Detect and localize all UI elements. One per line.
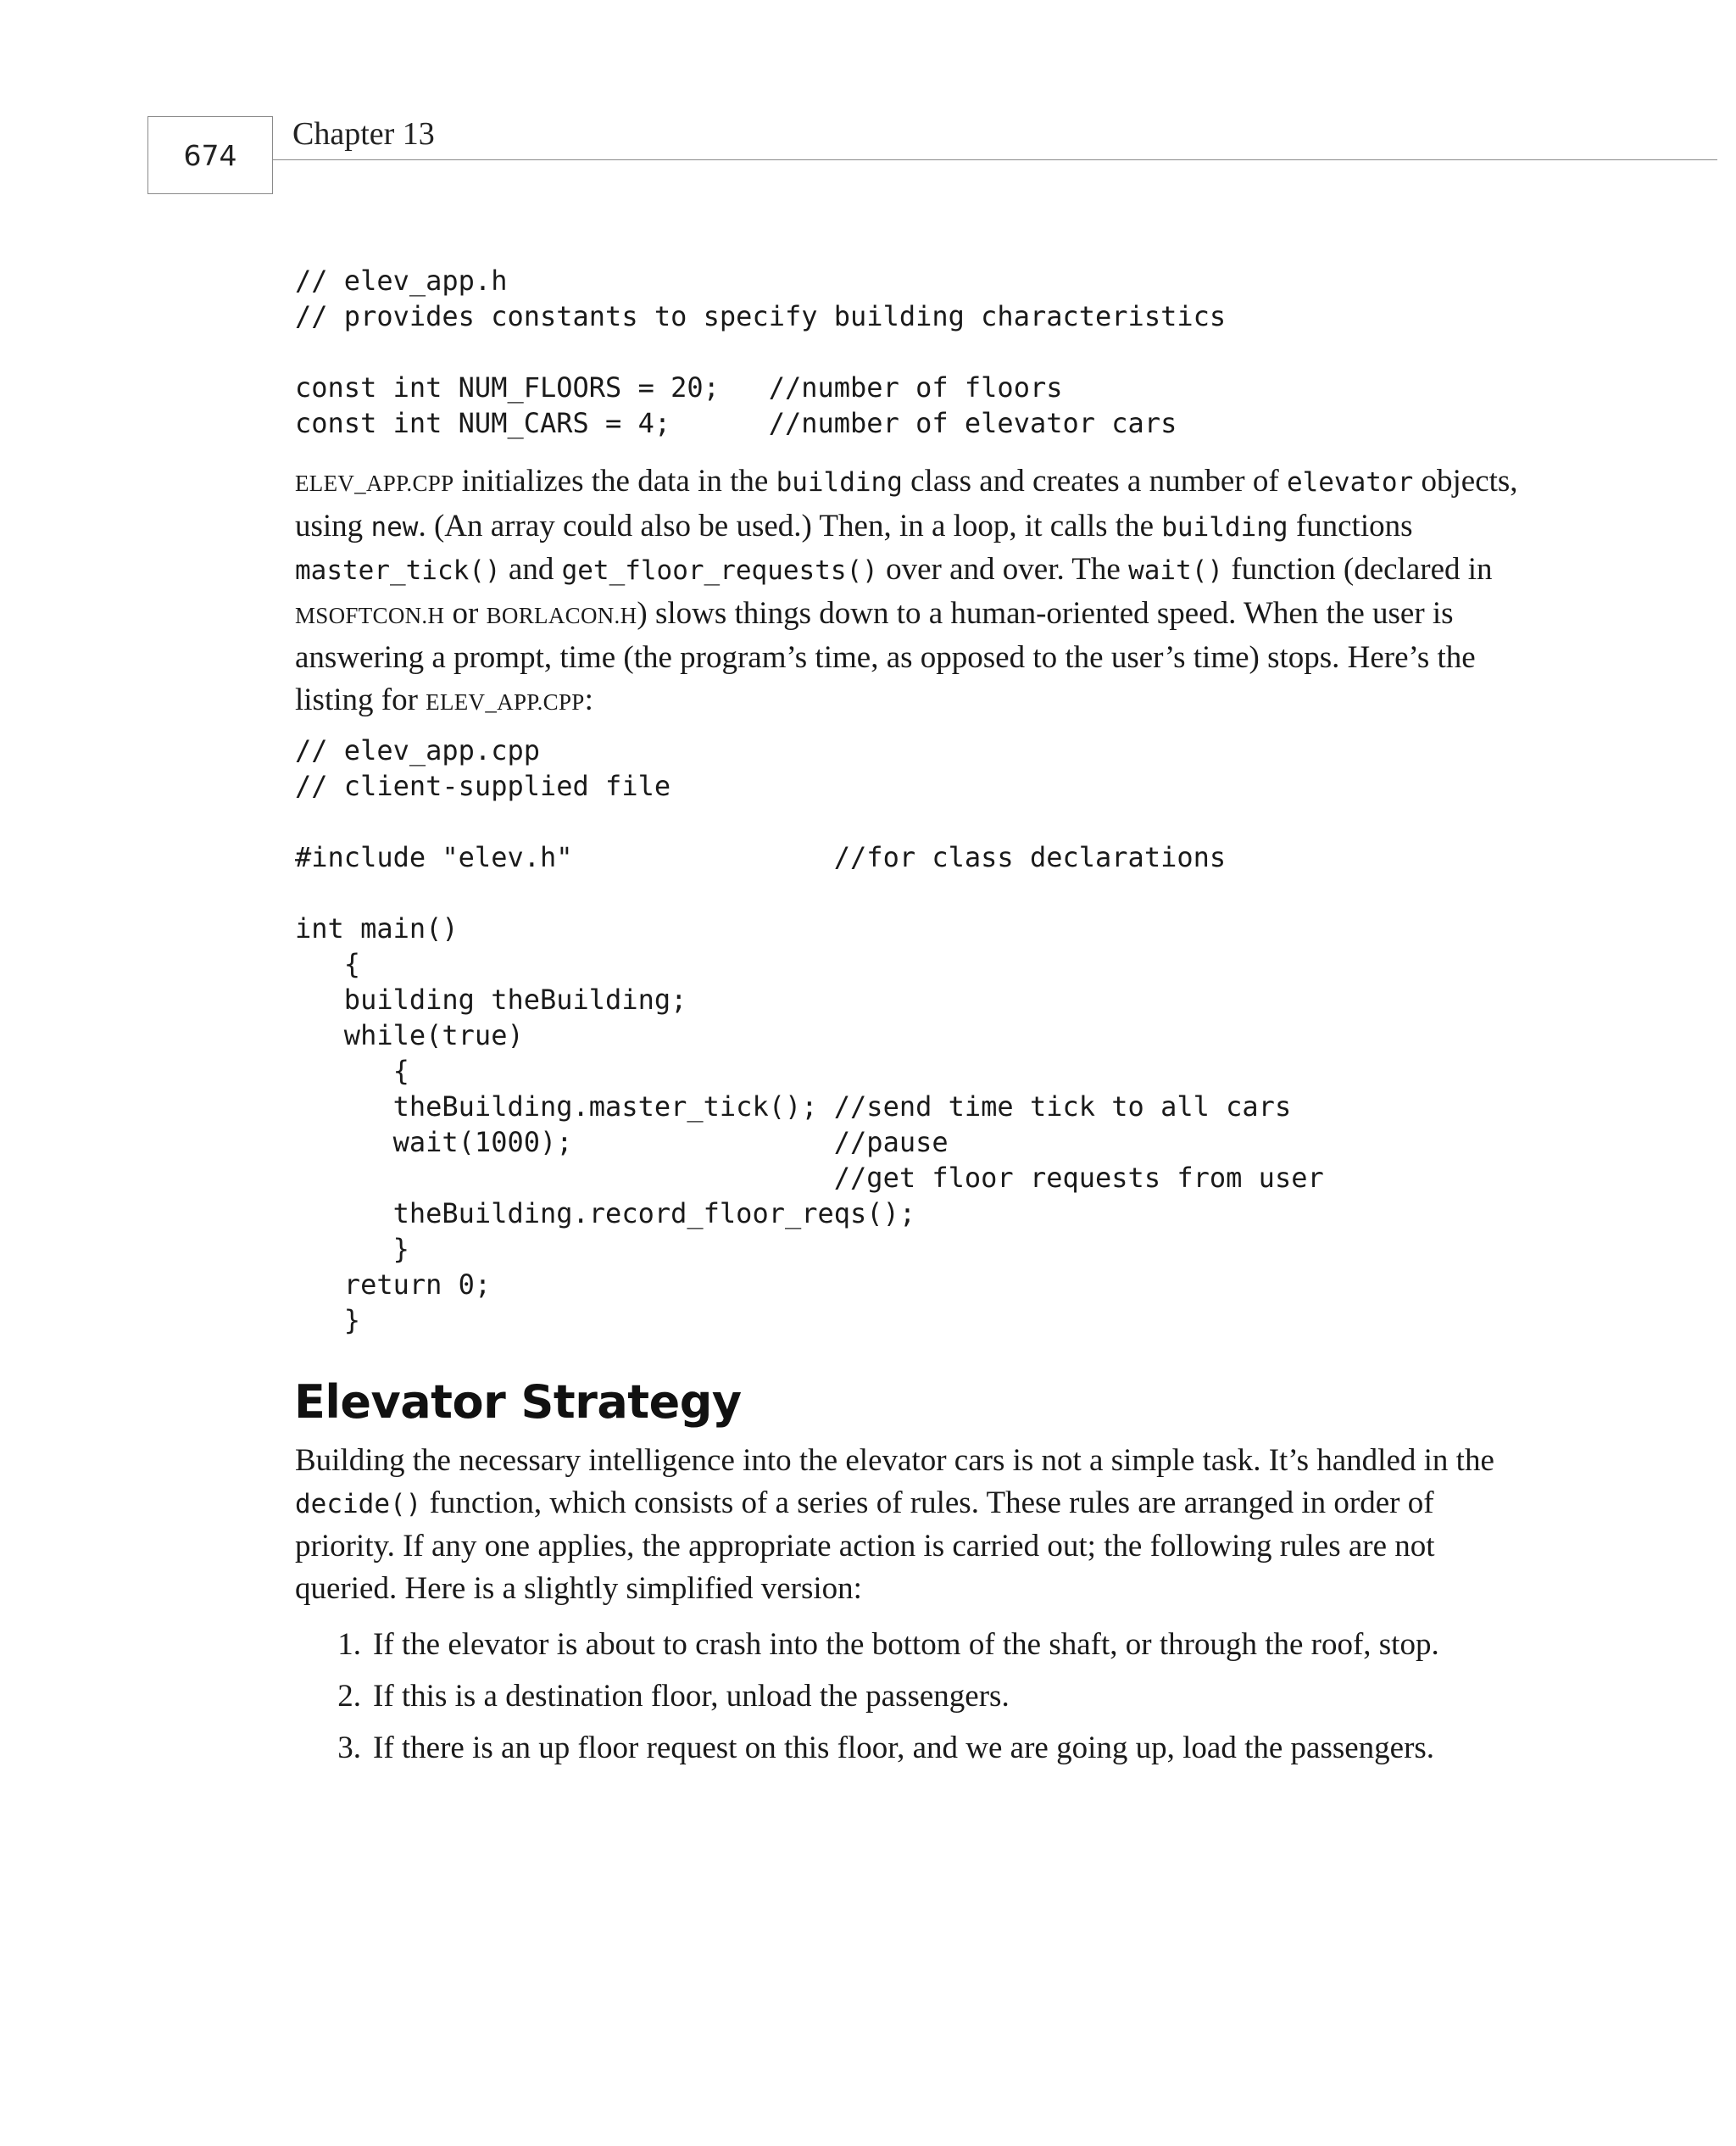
- header-rule: [273, 159, 1717, 160]
- code-line: building theBuilding;: [295, 984, 687, 1016]
- list-item: [295, 1678, 1566, 1730]
- code-line: }: [295, 1304, 361, 1336]
- list-item: [295, 1730, 1566, 1781]
- code-line: const int NUM_FLOORS = 20; //number of floors: [295, 371, 1063, 404]
- code-line: // elev_app.cpp: [295, 734, 540, 766]
- code-line: {: [295, 948, 361, 980]
- code-line: {: [295, 1055, 409, 1087]
- rules-list: [295, 1626, 1566, 1781]
- code-line: return 0;: [295, 1268, 492, 1301]
- inline-code: elevator: [1286, 467, 1414, 498]
- page-number: 674: [147, 116, 273, 194]
- list-item-text: If there is an up floor request on this floor, and we are going up, load the passengers.: [373, 1731, 1435, 1765]
- inline-code: get_floor_requests(): [561, 555, 878, 586]
- list-item: [295, 1626, 1566, 1678]
- inline-code: wait(): [1128, 555, 1224, 586]
- filename: ELEV_APP.CPP: [295, 471, 454, 496]
- inline-code: master_tick(): [295, 555, 501, 586]
- list-item-text: If this is a destination floor, unload the passengers.: [373, 1679, 1010, 1714]
- code-line: #include "elev.h" //for class declarations: [295, 841, 1227, 873]
- list-item-text: If the elevator is about to crash into the bottom of the shaft, or through the roof, stop.: [373, 1627, 1439, 1662]
- code-line: // provides constants to specify building characteristics: [295, 300, 1227, 332]
- list-number: 1.: [337, 1627, 361, 1662]
- code-line: theBuilding.master_tick(); //send time tick to all cars: [295, 1090, 1292, 1123]
- code-line: const int NUM_CARS = 4; //number of elevator cars: [295, 407, 1177, 439]
- code-line: theBuilding.record_floor_reqs();: [295, 1197, 916, 1229]
- inline-code: building: [1161, 511, 1288, 543]
- code-listing-elev-app-cpp: [295, 733, 1324, 1338]
- filename: MSOFTCON.H: [295, 602, 445, 628]
- code-line: [295, 804, 1324, 839]
- inline-code: new: [370, 511, 419, 543]
- chapter-title: Chapter 13: [292, 116, 435, 152]
- code-line: [295, 334, 1226, 370]
- filename: BORLACON.H: [486, 602, 637, 628]
- paragraph-elev-app-intro: ELEV_APP.CPP initializes the data in the building class and creates a number of elevator objects, using new. (An array could also be used.) Then, in a loop, it calls the building functions master_tick() and get_floor_requests() over and over. The wait() function (declared in MSOFTCON.H or BORLACON.H) slows things down to a human-oriented speed. When the user is answering a prompt, time (the program’s time, as opposed to the user’s time) stops. Here’s the listing for ELEV_APP.CPP:: [295, 464, 1518, 717]
- inline-code: decide(): [295, 1488, 422, 1519]
- code-line: // client-supplied file: [295, 770, 671, 802]
- list-number: 3.: [337, 1731, 361, 1765]
- filename: ELEV_APP.CPP: [426, 688, 585, 715]
- code-line: while(true): [295, 1019, 524, 1051]
- code-line: [295, 875, 1324, 911]
- paragraph-elevator-strategy: Building the necessary intelligence into the elevator cars is not a simple task. It’s handled in the decide() function, which consists of a series of rules. These rules are arranged in order of priority. If any one applies, the appropriate action is carried out; the following rules are not queried. Here is a slightly simplified version:: [295, 1443, 1494, 1606]
- code-line: int main(): [295, 912, 459, 945]
- code-listing-elev-app-h: [295, 263, 1226, 441]
- code-line: wait(1000); //pause: [295, 1126, 949, 1158]
- code-line: // elev_app.h: [295, 265, 508, 297]
- code-line: }: [295, 1233, 409, 1265]
- section-heading: Elevator Strategy: [294, 1375, 742, 1429]
- list-number: 2.: [337, 1679, 361, 1714]
- code-line: //get floor requests from user: [295, 1162, 1324, 1194]
- inline-code: building: [776, 467, 903, 498]
